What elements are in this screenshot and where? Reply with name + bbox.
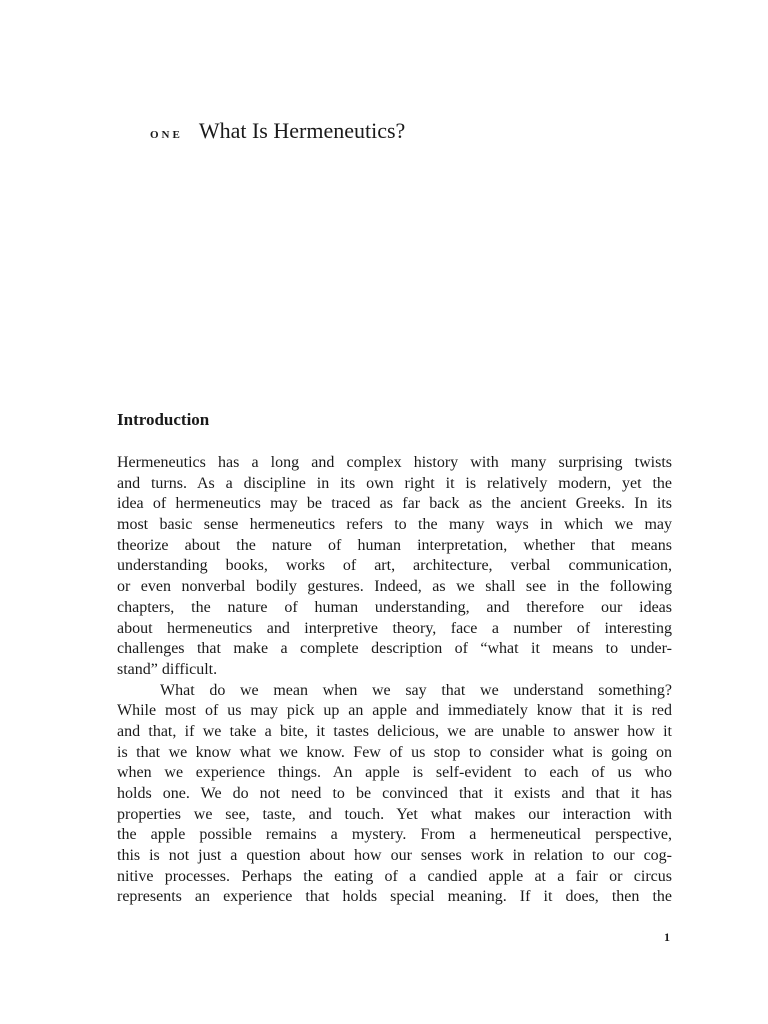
- text-line: What do we mean when we say that we understand something?: [160, 681, 672, 699]
- paragraph-1: [117, 453, 672, 681]
- text-line: idea of hermeneutics may be traced as far back as the ancient Greeks. In its: [117, 495, 672, 513]
- text-line: about hermeneutics and interpretive theory, face a number of interesting: [117, 619, 672, 637]
- text-line: understanding books, works of art, architecture, verbal communication,: [117, 557, 672, 575]
- text-line: nitive processes. Perhaps the eating of a candied apple at a fair or circus: [117, 867, 672, 885]
- text-line: is that we know what we know. Few of us stop to consider what is going on: [117, 743, 672, 761]
- text-line: represents an experience that holds special meaning. If it does, then the: [117, 888, 672, 906]
- text-line: most basic sense hermeneutics refers to the many ways in which we may: [117, 516, 672, 534]
- text-line: stand” difficult.: [117, 660, 218, 678]
- text-line: and that, if we take a bite, it tastes delicious, we are unable to answer how it: [117, 722, 672, 740]
- text-line: challenges that make a complete description of “what it means to under-: [117, 640, 672, 658]
- text-line: when we experience things. An apple is self-evident to each of us who: [117, 764, 672, 782]
- paragraph-2: [117, 681, 672, 909]
- chapter-title: What Is Hermeneutics?: [198, 118, 406, 143]
- text-line: chapters, the nature of human understanding, and therefore our ideas: [117, 598, 672, 616]
- text-line: or even nonverbal bodily gestures. Indeed, as we shall see in the following: [117, 578, 672, 596]
- section-heading: Introduction: [117, 410, 210, 429]
- chapter-heading: [150, 118, 405, 144]
- body-text: [117, 453, 672, 908]
- text-line: this is not just a question about how our senses work in relation to our cog-: [117, 847, 672, 865]
- text-line: Hermeneutics has a long and complex history with many surprising twists: [117, 454, 672, 471]
- text-line: the apple possible remains a mystery. From a hermeneutical perspective,: [117, 826, 672, 844]
- text-line: While most of us may pick up an apple and immediately know that it is red: [117, 702, 672, 720]
- text-line: holds one. We do not need to be convinced that it exists and that it has: [117, 785, 672, 802]
- text-line: properties we see, taste, and touch. Yet what makes our interaction with: [117, 805, 672, 823]
- chapter-number: ONE: [150, 129, 183, 141]
- page-number: 1: [664, 930, 670, 944]
- text-line: theorize about the nature of human interpretation, whether that means: [117, 536, 672, 554]
- text-line: and turns. As a discipline in its own right it is relatively modern, yet the: [117, 474, 672, 492]
